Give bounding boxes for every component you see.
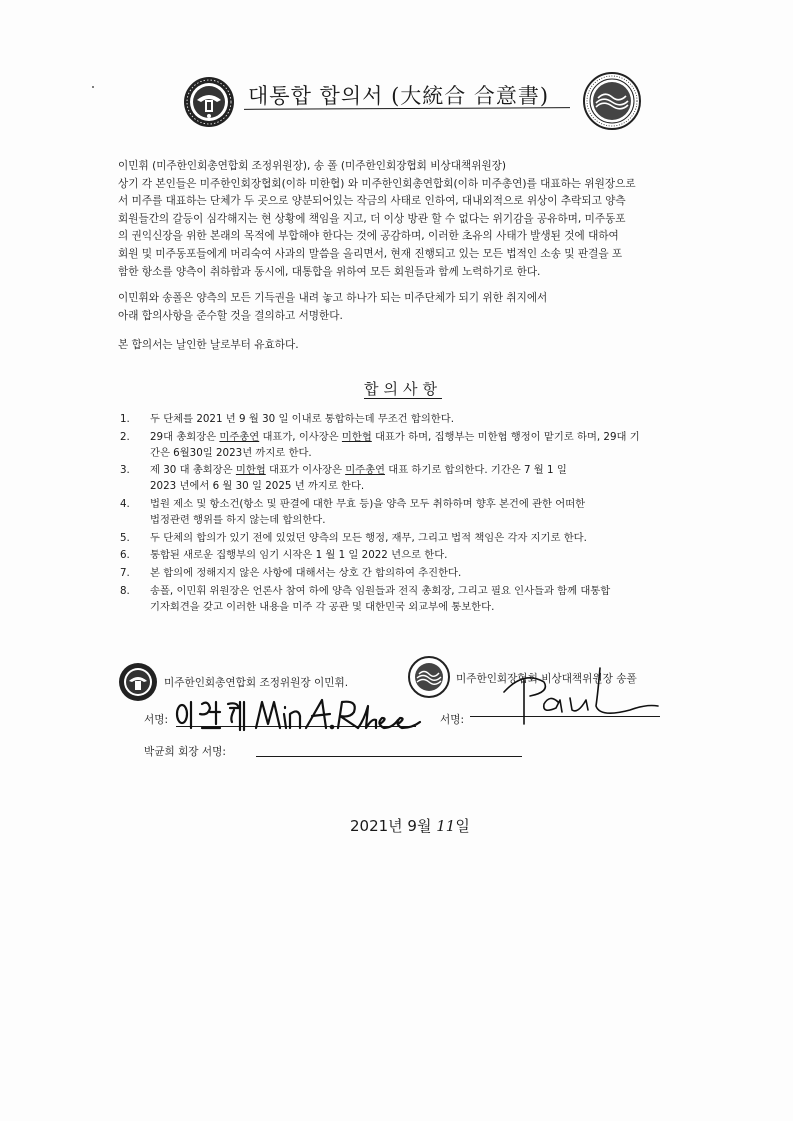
agreement-item-text <box>150 548 720 564</box>
agreement-item-text <box>150 430 720 446</box>
intro-paragraph <box>118 158 708 281</box>
right-signature-seal-icon <box>408 656 450 698</box>
agreement-text-segment: 29대 총회장은 <box>150 430 220 443</box>
left-organization-seal-icon <box>183 76 235 128</box>
underlined-term: 미주총연 <box>219 430 260 443</box>
witness-signature-line <box>256 756 522 757</box>
agreement-item <box>120 497 720 529</box>
agreement-text-segment: 대표 하기로 합의한다. 기간은 7 월 1 일 <box>384 464 567 477</box>
agreement-item-continuation: 기자회견을 갖고 이러한 내용을 미주 각 공관 및 대한민국 외교부에 통보한다. <box>150 600 495 613</box>
date-prefix: 2021년 9월 <box>350 817 437 835</box>
resolution-line: 아래 합의사항을 준수할 것을 결의하고 서명한다. <box>118 309 343 322</box>
agreement-item-number: 8. <box>120 584 130 597</box>
right-signatory-label: 미주한인회장협회 비상대책위원장 송폴 <box>456 673 637 685</box>
agreement-heading: 합의사항 <box>364 380 442 398</box>
agreement-text-segment: 두 단체의 합의가 있기 전에 있었던 양측의 모든 행정, 재무, 그리고 법적 책임은 각자 지기로 한다. <box>150 531 587 544</box>
right-organization-seal-icon <box>583 72 641 130</box>
agreement-item <box>120 584 720 616</box>
document-title: 대통합 합의서 (大統合 合意書) <box>248 84 550 108</box>
agreement-item-number: 6. <box>120 549 130 562</box>
agreement-text-segment: 법원 제소 및 항소건(항소 및 판결에 대한 무효 등)을 양측 모두 취하하며 향후 본건에 관한 어떠한 <box>150 497 586 510</box>
agreement-text-segment: 대표가, 이사장은 <box>259 430 342 443</box>
witness-label: 박균희 회장 서명: <box>144 746 226 758</box>
right-sign-label: 서명: <box>440 714 465 726</box>
agreement-item-number: 2. <box>120 430 130 443</box>
agreement-item-text <box>150 531 720 547</box>
agreement-text-segment: 통합된 새로운 집행부의 임기 시작은 1 월 1 일 2022 년으로 한다. <box>150 549 448 562</box>
validity-line: 본 합의서는 날인한 날로부터 유효하다. <box>118 339 299 351</box>
agreement-item-number: 1. <box>120 413 130 425</box>
agreement-list <box>120 412 720 618</box>
document-date <box>350 815 470 836</box>
agreement-item <box>120 430 720 462</box>
agreement-item-number: 4. <box>120 497 130 510</box>
agreement-item-number: 5. <box>120 531 130 544</box>
agreement-item <box>120 463 720 495</box>
agreement-text-segment: 두 단체를 2021 년 9 월 30 일 이내로 통합하는데 무조건 합의한다. <box>150 413 454 425</box>
agreement-item-continuation: 간은 6월30일 2023년 까지로 한다. <box>150 446 312 459</box>
intro-line: 이민휘 (미주한인회총연합회 조정위원장), 송 폴 (미주한인회장협회 비상대책위원장) <box>118 160 507 172</box>
intro-line: 회원들간의 갈등이 심각해지는 현 상황에 책임을 지고, 더 이상 방관 할 수 없다는 위기감을 공유하며, 미주동포 <box>118 212 626 225</box>
agreement-text-segment: 송폴, 이민휘 위원장은 언론사 참여 하에 양측 임원들과 전직 총회장, 그리고 필요 인사들과 함께 대통합 <box>150 584 611 597</box>
left-signature-seal-icon <box>118 662 158 702</box>
agreement-item-text <box>150 566 720 582</box>
resolution-paragraph <box>118 290 708 325</box>
agreement-item <box>120 566 720 582</box>
agreement-item <box>120 531 720 547</box>
agreement-item-continuation: 2023 년에서 6 월 30 일 2025 년 까지로 한다. <box>150 480 365 493</box>
resolution-line: 이민휘와 송폴은 양측의 모든 기득권을 내려 놓고 하나가 되는 미주단체가 되기 위한 취지에서 <box>118 292 548 304</box>
agreement-item-text <box>150 584 720 600</box>
underlined-term: 미주총연 <box>345 464 385 477</box>
left-sign-label: 서명: <box>144 714 169 726</box>
agreement-item-number: 7. <box>120 567 130 580</box>
intro-line: 의 권익신장을 위한 본래의 목적에 부합해야 한다는 것에 공감하며, 이러한 초유의 사태가 발생된 것에 대하여 <box>118 230 619 243</box>
agreement-text-segment: 대표가 이사장은 <box>265 464 346 477</box>
left-handwritten-signature <box>172 694 422 734</box>
scan-speck <box>92 86 94 88</box>
agreement-text-segment: 본 합의에 정해지지 않은 사항에 대해서는 상호 간 합의하여 추진한다. <box>150 567 462 580</box>
intro-line: 함한 항소를 양측이 취하함과 동시에, 대통합을 위하여 모든 회원들과 함께 노력하기로 한다. <box>118 265 541 278</box>
agreement-text-segment: 제 30 대 총회장은 <box>150 464 236 477</box>
date-day: 11 <box>436 817 456 835</box>
agreement-item-number: 3. <box>120 464 130 477</box>
agreement-item-text <box>150 412 720 428</box>
intro-line: 회원 및 미주동포들에게 머리숙여 사과의 말씀을 올리면서, 현재 진행되고 있는 모든 법적인 소송 및 판결을 포 <box>118 247 623 260</box>
intro-line: 상기 각 본인들은 미주한인회장협회(이하 미한협) 와 미주한인회총연합회(이하 미주총연)를 대표하는 위원장으로 <box>118 177 636 190</box>
intro-line: 서 미주를 대표하는 단체가 두 곳으로 양분되어있는 작금의 사태로 인하여, 대내외적으로 위상이 추락되고 양측 <box>118 195 626 208</box>
agreement-item-continuation: 법정관련 행위를 하지 않는데 합의한다. <box>150 513 326 526</box>
right-handwritten-signature <box>500 662 660 732</box>
date-suffix: 일 <box>455 817 470 835</box>
validity-paragraph <box>118 337 708 355</box>
agreement-item <box>120 548 720 564</box>
agreement-item <box>120 412 720 428</box>
left-signatory-label: 미주한인회총연합회 조정위원장 이민휘. <box>164 677 349 689</box>
agreement-item-text <box>150 463 720 479</box>
underlined-term: 미한협 <box>341 430 372 443</box>
underlined-term: 미한협 <box>235 464 266 477</box>
agreement-text-segment: 대표가 하며, 집행부는 미한협 행정이 맡기로 하며, 29대 기 <box>371 430 640 443</box>
agreement-item-text <box>150 497 720 513</box>
